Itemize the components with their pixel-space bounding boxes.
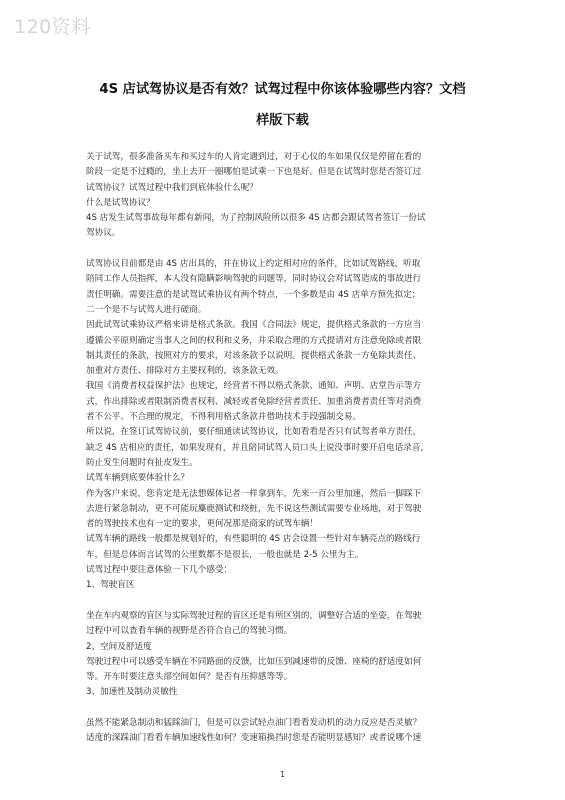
text-line: 试驾车辆的路线一般都是规划好的，有些聪明的 4S 店会设置一些针对车辆亮点的路线行 xyxy=(86,534,421,545)
text-line: 试驾车辆到底要体验什么？ xyxy=(86,473,190,484)
text-line: 车，但是总体而言试驾的公里数都不是很长，一般也就是 2-5 公里为主。 xyxy=(86,549,364,560)
text-line: 驾协议。 xyxy=(86,228,121,239)
text-line: 责任明确。需要注意的是试驾试乘协议有两个特点，一个多数是由 4S 店单方预先拟定； xyxy=(86,289,421,300)
page-number: 1 xyxy=(279,770,286,779)
text-line: 所以说，在签订试驾协议前，要仔细通读试驾协议，比如看看是否只有试驾者单方责任， xyxy=(86,427,422,438)
text-line: 二一个是不与试驾人进行磋商。 xyxy=(86,304,207,315)
text-line: 缺乏 4S 店相应的责任，如果发现有，并且陪同试驾人员口头上说没事时要开启电话录音， xyxy=(86,442,429,453)
text-line: 2、空间及舒适度 xyxy=(86,641,152,652)
paragraph-gap xyxy=(86,242,486,257)
text-line: 者的驾驶技术也有一定的要求，更何况那是商家的试驾车辆！ xyxy=(86,519,319,530)
text-line: 3、加速性及制动灵敏性 xyxy=(86,687,178,698)
text-line: 关于试驾，很多准备买车和买过车的人肯定遇到过，对于心仪的车如果仅仅是停留在看的 xyxy=(86,152,422,162)
text-line: 者不公平、不合理的规定，不得利用格式条款并借助技术手段强制交易。 xyxy=(86,412,362,423)
text-line: 加重对方责任、排除对方主要权利的，该条款无效。 xyxy=(86,366,284,377)
text-line: 我国《消费者权益保护法》也规定，经营者不得以格式条款、通知、声明、店堂告示等方 xyxy=(86,381,422,392)
text-line: 去进行紧急制动，更不可能玩麋鹿测试和绕桩，先不说这些测试需要专业场地，对于驾驶 xyxy=(86,503,422,514)
text-line: 过程中可以查看车辆的视野是否符合自己的驾驶习惯。 xyxy=(86,626,293,637)
title-line-2: 样版下载 xyxy=(256,113,309,128)
text-line: 试驾协议？试驾过程中我们到底体验什么呢？ xyxy=(86,182,258,193)
text-line: 坐在车内观察的盲区与实际驾驶过程的盲区还是有所区别的，调整好合适的坐姿，在驾驶 xyxy=(86,610,422,621)
text-line: 虽然不能紧急制动和猛踩油门，但是可以尝试轻点油门看看发动机的动力反应是否灵敏？ xyxy=(86,717,422,728)
text-line: 1、驾驶盲区 xyxy=(86,580,135,591)
text-line: 试驾过程中要注意体验一下几个感受： xyxy=(86,565,233,576)
text-line: 作为客户来说，您肯定是无法想媒体记者一样拿到车，先来一百公里加速，然后一脚踩下 xyxy=(86,488,422,499)
text-line: 适度的深踩油门看看车辆加速线性如何？变速箱换挡时您是否能明显感知？或者说哪个速 xyxy=(86,733,422,744)
text-line: 4S 店发生试驾事故每年都有新闻，为了控制风险所以很多 4S 店都会跟试驾者签订一份试 xyxy=(86,213,426,224)
document-body xyxy=(86,150,486,747)
text-line: 驾驶过程中可以感受车辆在不同路面的反馈，比如压到减速带的反馈、座椅的舒适度如何 xyxy=(86,656,422,667)
text-line: 试驾协议目前都是由 4S 店出具的，并在协议上约定相对应的条件，比如试驾路线，听取 xyxy=(86,259,421,270)
text-line: 制其责任的条款，按照对方的要求，对该条款予以说明。提供格式条款一方免除其责任、 xyxy=(86,350,422,361)
text-line: 等。开车时要注意头部空间如何？是否有压抑感等等。 xyxy=(86,672,293,683)
text-line: 阶段一定是不过瘾的，坐上去开一圈哪怕是试乘一下也是好。但是在试驾时您是否签订过 xyxy=(86,167,422,178)
text-line: 遵循公平原则确定当事人之间的权利和义务，并采取合理的方式提请对方注意免除或者限 xyxy=(86,335,422,346)
text-line: 什么是试驾协议？ xyxy=(86,197,155,208)
paragraph-gap xyxy=(86,701,486,716)
title-line-1: 4S 店试驾协议是否有效？试驾过程中你该体验哪些内容？文档 xyxy=(99,82,466,97)
text-line: 因此试驾试乘协议严格来讲是格式条款。我国《合同法》规定，提供格式条款的一方应当 xyxy=(86,320,422,331)
watermark-logo: 120资料 xyxy=(14,16,91,38)
text-line: 式，作出排除或者限制消费者权利、减轻或者免除经营者责任、加重消费者责任等对消费 xyxy=(86,396,422,407)
text-line: 陪同工作人员指挥，本人没有隐瞒影响驾驶的问题等，同时协议会对试驾造成的事故进行 xyxy=(86,274,422,285)
text-line: 防止发生问题时有扯皮发生。 xyxy=(86,457,198,468)
document-title xyxy=(60,74,505,136)
paragraph-gap xyxy=(86,594,486,609)
